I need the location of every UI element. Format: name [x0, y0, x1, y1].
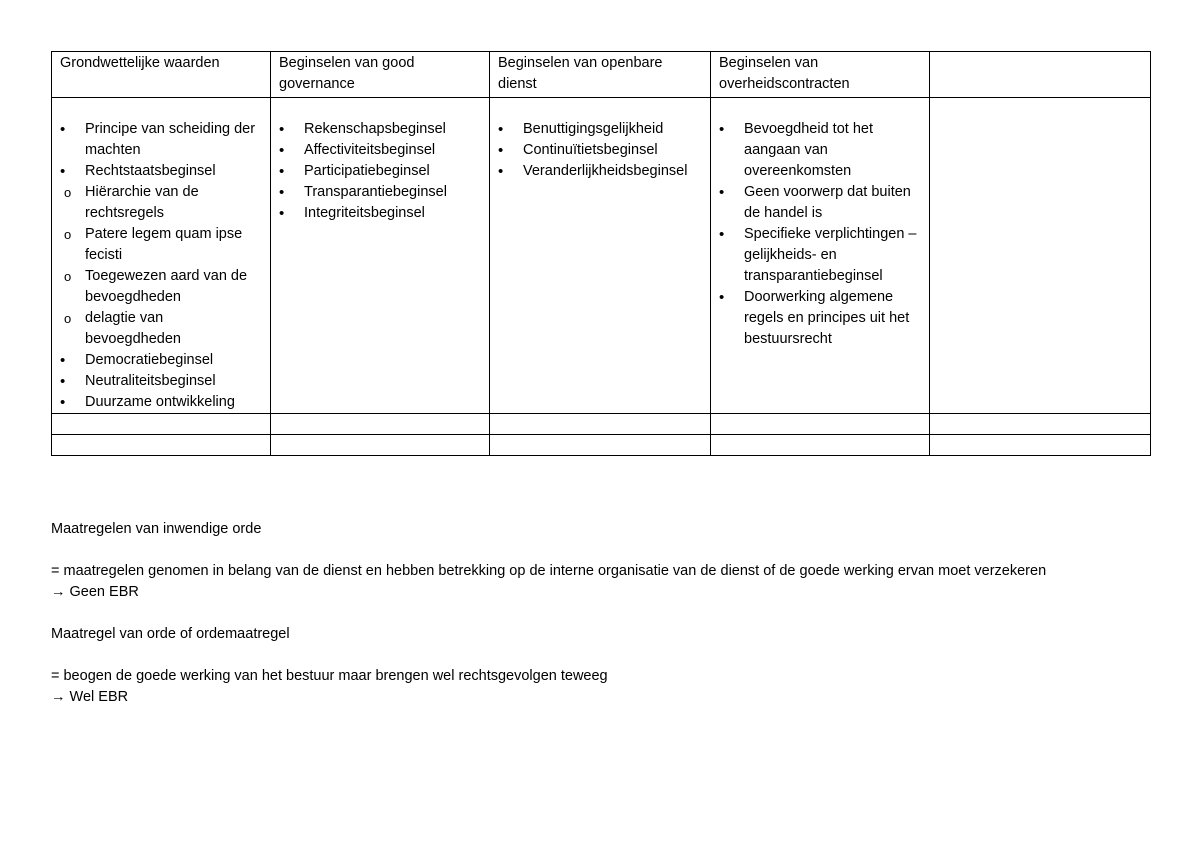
bullet-list: [279, 119, 482, 224]
list-item: • Principe van scheiding der machten: [60, 119, 263, 161]
cell-grondwettelijke-waarden: [52, 98, 271, 414]
table-header-row: [52, 52, 1151, 98]
sub-list-item: o Hiërarchie van de rechtsregels: [60, 182, 263, 224]
cell-overheidscontracten: [711, 98, 930, 414]
list-item: • Duurzame ontwikkeling: [60, 392, 263, 413]
list-item: • Democratiebeginsel: [60, 350, 263, 371]
header-cell: Beginselen van openbare dienst: [490, 52, 711, 98]
list-item: • Bevoegdheid tot het aangaan van overeenkomsten: [719, 119, 922, 182]
section-1-definition: = maatregelen genomen in belang van de dienst en hebben betrekking op de interne organisatie van de dienst of de goede werking ervan moet verzekeren: [51, 563, 1047, 579]
bullet-list: [719, 119, 922, 350]
list-item: • Participatiebeginsel: [279, 161, 482, 182]
empty-cell: [52, 414, 271, 435]
section-1-result: → Geen EBR: [51, 584, 139, 600]
header-cell: Beginselen van overheidscontracten: [711, 52, 930, 98]
principles-table: [51, 51, 1151, 456]
empty-cell: [711, 435, 930, 456]
table-row: [52, 98, 1151, 414]
empty-cell: [490, 414, 711, 435]
sub-list-item: o Toegewezen aard van de bevoegdheden: [60, 266, 263, 308]
empty-cell: [930, 98, 1151, 414]
list-item: • Neutraliteitsbeginsel: [60, 371, 263, 392]
table-row-empty: [52, 414, 1151, 435]
table-row-empty: [52, 435, 1151, 456]
list-item: • Transparantiebeginsel: [279, 182, 482, 203]
empty-cell: [490, 435, 711, 456]
cell-good-governance: [271, 98, 490, 414]
cell-openbare-dienst: [490, 98, 711, 414]
sub-list-item: o delagtie van bevoegdheden: [60, 308, 263, 350]
empty-cell: [271, 435, 490, 456]
section-2-title: Maatregel van orde of ordemaatregel: [51, 626, 290, 642]
list-item: • Specifieke verplichtingen – gelijkheids- en transparantiebeginsel: [719, 224, 922, 287]
bullet-list: [60, 119, 263, 182]
sub-bullet-list: [60, 182, 263, 350]
list-item: [60, 161, 263, 182]
sub-list-item: o Patere legem quam ipse fecisti: [60, 224, 263, 266]
bullet-list: [498, 119, 703, 182]
section-2-result: → Wel EBR: [51, 689, 129, 705]
empty-cell: [930, 435, 1151, 456]
empty-cell: [930, 414, 1151, 435]
empty-cell: [52, 435, 271, 456]
section-1-title: Maatregelen van inwendige orde: [51, 521, 262, 537]
list-item: • Rekenschapsbeginsel: [279, 119, 482, 140]
list-item: • Geen voorwerp dat buiten de handel is: [719, 182, 922, 224]
section-2-definition: = beogen de goede werking van het bestuur maar brengen wel rechtsgevolgen teweeg: [51, 668, 608, 684]
header-cell: Grondwettelijke waarden: [52, 52, 271, 98]
list-item: • Benuttigingsgelijkheid: [498, 119, 703, 140]
empty-cell: [271, 414, 490, 435]
list-item: • Continuïtietsbeginsel: [498, 140, 703, 161]
header-cell: [930, 52, 1151, 98]
list-item: • Affectiviteitsbeginsel: [279, 140, 482, 161]
header-cell: Beginselen van good governance: [271, 52, 490, 98]
empty-cell: [711, 414, 930, 435]
list-item: • Veranderlijkheidsbeginsel: [498, 161, 703, 182]
list-item: • Doorwerking algemene regels en principes uit het bestuursrecht: [719, 287, 922, 350]
list-item-label: Rechtstaatsbeginsel: [85, 163, 216, 179]
bullet-list: [60, 350, 263, 413]
list-item: • Integriteitsbeginsel: [279, 203, 482, 224]
